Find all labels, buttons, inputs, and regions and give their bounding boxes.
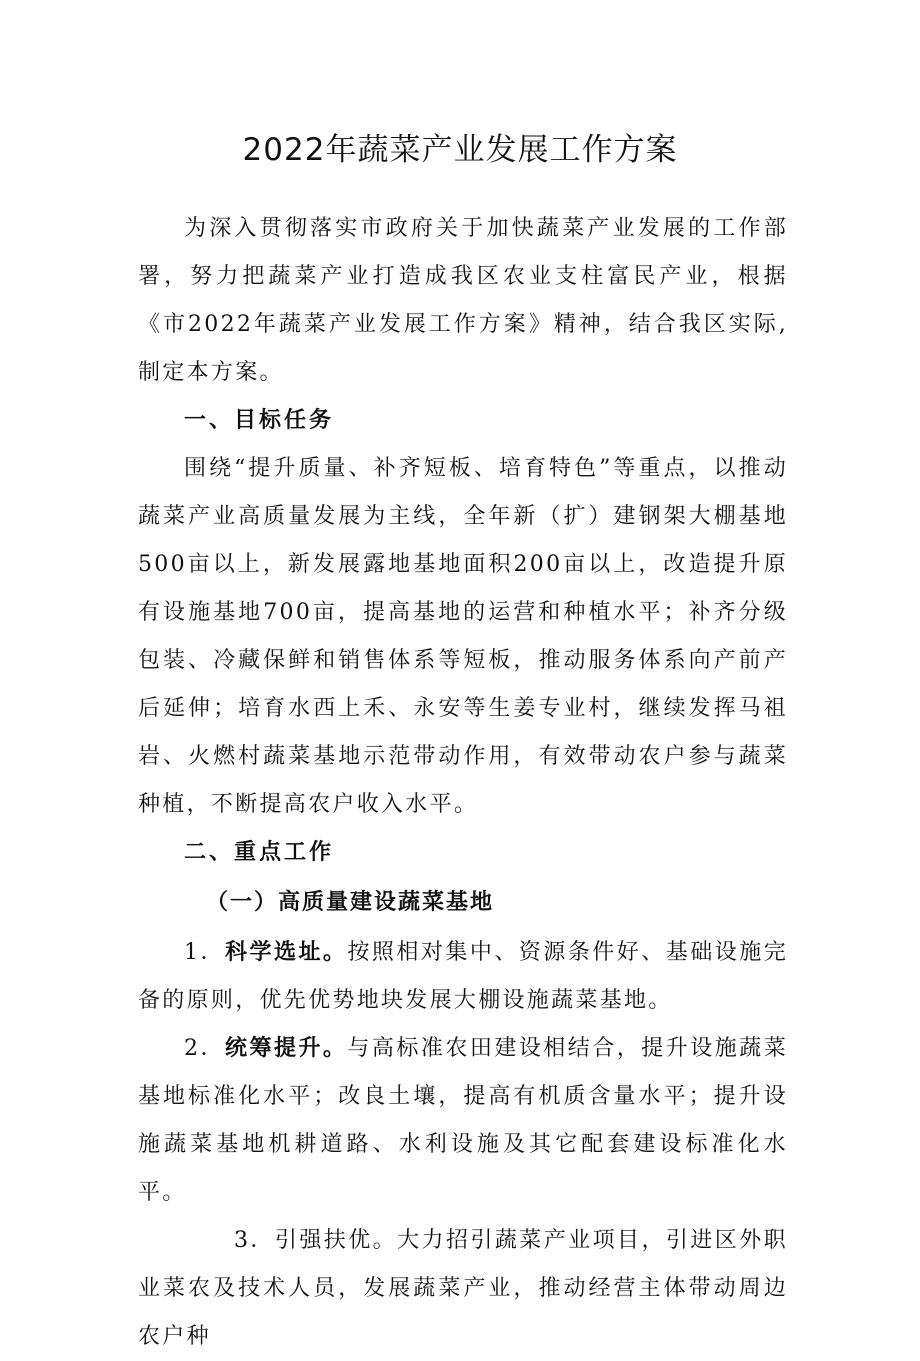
item-label: 统筹提升。 (224, 1036, 348, 1061)
intro-paragraph: 为深入贯彻落实市政府关于加快蔬菜产业发展的工作部署，努力把蔬菜产业打造成我区农业支柱富民产业，根据《市2022年蔬菜产业发展工作方案》精神，结合我区实际,制定本方案。 (138, 216, 788, 385)
item-text: 与高标准农田建设相结合，提升设施蔬菜基地标准化水平；改良土壤，提高有机质含量水平；提升设施蔬菜基地机耕道路、水利设施及其它配套建设标准化水平。 (138, 1036, 788, 1205)
item-number: 2． (184, 1036, 225, 1061)
subsection-heading-base-construction: （一）高质量建设蔬菜基地 (206, 890, 495, 915)
item-text: 大力招引蔬菜产业项目，引进区外职业菜农及技术人员，发展蔬菜产业，推动经营主体带动周边农户种 (138, 1228, 788, 1349)
list-item (138, 1217, 788, 1361)
section-heading-key-work: 二、重点工作 (184, 840, 335, 865)
list-item (138, 929, 788, 1025)
section-paragraph-targets: 围绕“提升质量、补齐短板、培育特色”等重点，以推动蔬菜产业高质量发展为主线，全年新（扩）建钢架大棚基地500亩以上，新发展露地基地面积200亩以上，改造提升原有设施基地700亩，提高基地的运营和种植水平；补齐分级包装、冷藏保鲜和销售体系等短板，推动服务体系向产前产后延伸；培育水西上禾、永安等生姜专业村，继续发挥马祖岩、火燃村蔬菜基地示范带动作用，有效带动农户参与蔬菜种植，不断提高农户收入水平。 (138, 456, 788, 817)
item-number: 3． (234, 1228, 275, 1253)
section-heading-targets: 一、目标任务 (184, 408, 335, 433)
item-number: 1． (184, 940, 225, 965)
item-label: 科学选址。 (224, 940, 348, 965)
item-text: 按照相对集中、资源条件好、基础设施完备的原则，优先优势地块发展大棚设施蔬菜基地。 (138, 940, 788, 1013)
list-item (138, 1025, 788, 1217)
document-body (138, 205, 788, 1361)
document-title: 2022年蔬菜产业发展工作方案 (242, 132, 678, 168)
item-label: 引强扶优。 (274, 1228, 398, 1253)
